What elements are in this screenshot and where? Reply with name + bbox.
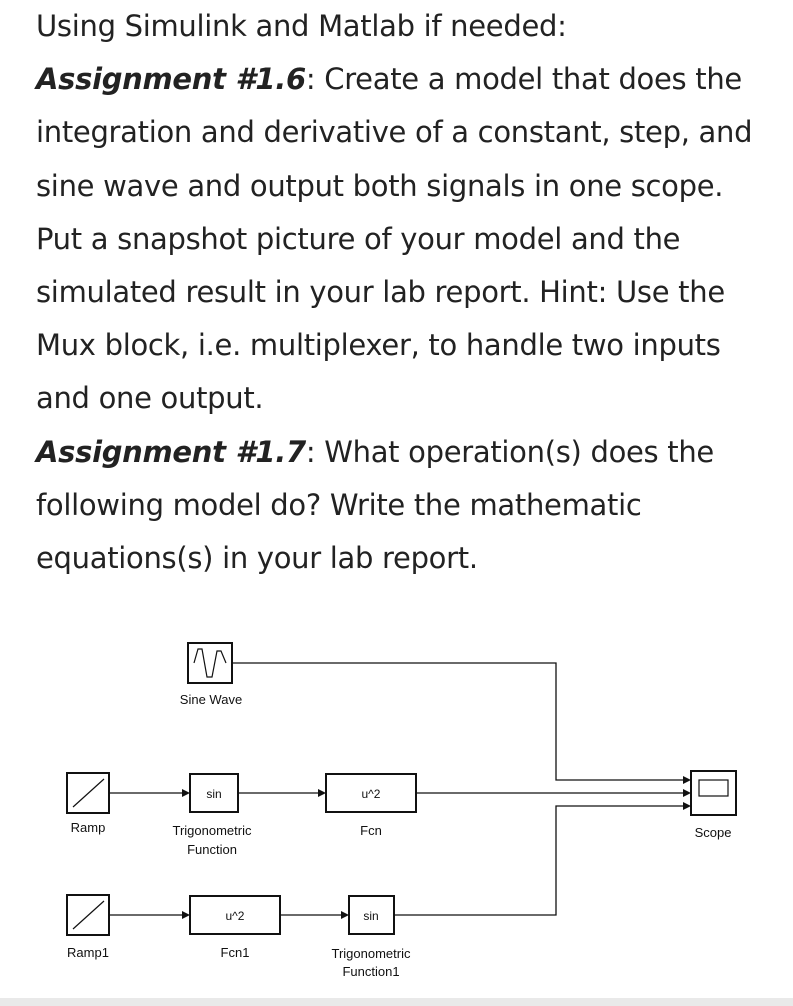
scope-label: Scope	[694, 825, 732, 840]
assignment-1-6-heading: Assignment #1.6	[36, 62, 306, 97]
fcn1-inner: u^2	[225, 909, 245, 923]
arrow-sine-scope	[683, 776, 691, 784]
intro-line: Using Simulink and Matlab if needed:	[36, 9, 567, 43]
trig-function-label-2: Function	[187, 842, 237, 857]
arrow-trig1-scope	[683, 802, 691, 810]
ramp1-block	[67, 895, 109, 935]
assignment-1-7-heading: Assignment #1.7	[36, 434, 306, 469]
ramp1-label: Ramp1	[67, 945, 109, 960]
arrow-fcn1-trig1	[341, 911, 349, 919]
assignment-1-7-body: : What operation(s) does the following model do? Write the mathematic equations(s) in your lab report.	[36, 434, 714, 576]
fcn-label: Fcn	[360, 823, 382, 838]
wire-sine-to-scope	[232, 663, 683, 780]
arrow-fcn-scope	[683, 789, 691, 797]
trig-function1-label-1: Trigonometric	[331, 946, 411, 961]
arrow-ramp1-fcn1	[182, 911, 190, 919]
ramp-block	[67, 773, 109, 813]
arrow-ramp-trig	[182, 789, 190, 797]
wire-trig1-to-scope	[394, 806, 683, 915]
trig-function1-label-2: Function1	[342, 964, 400, 979]
assignment-1-6-body: : Create a model that does the integration and derivative of a constant, step, and sine wave and output both signals in one scope. Put a snapshot picture of your model and the simulated result in your lab report. Hint: Use the Mux block, i.e. multiplexer, to handle two inputs and one output.	[36, 62, 753, 416]
bottom-bar	[0, 998, 793, 1006]
ramp-label: Ramp	[70, 820, 106, 835]
fcn-inner: u^2	[361, 787, 381, 801]
scope-block	[691, 771, 736, 815]
trig-function1-inner: sin	[363, 909, 379, 923]
arrow-trig-fcn	[318, 789, 326, 797]
fcn1-label: Fcn1	[220, 945, 250, 960]
trig-function-inner: sin	[206, 787, 222, 801]
sine-wave-label: Sine Wave	[179, 692, 243, 707]
sine-wave-block	[188, 643, 232, 683]
trig-function-label-1: Trigonometric	[172, 823, 252, 838]
